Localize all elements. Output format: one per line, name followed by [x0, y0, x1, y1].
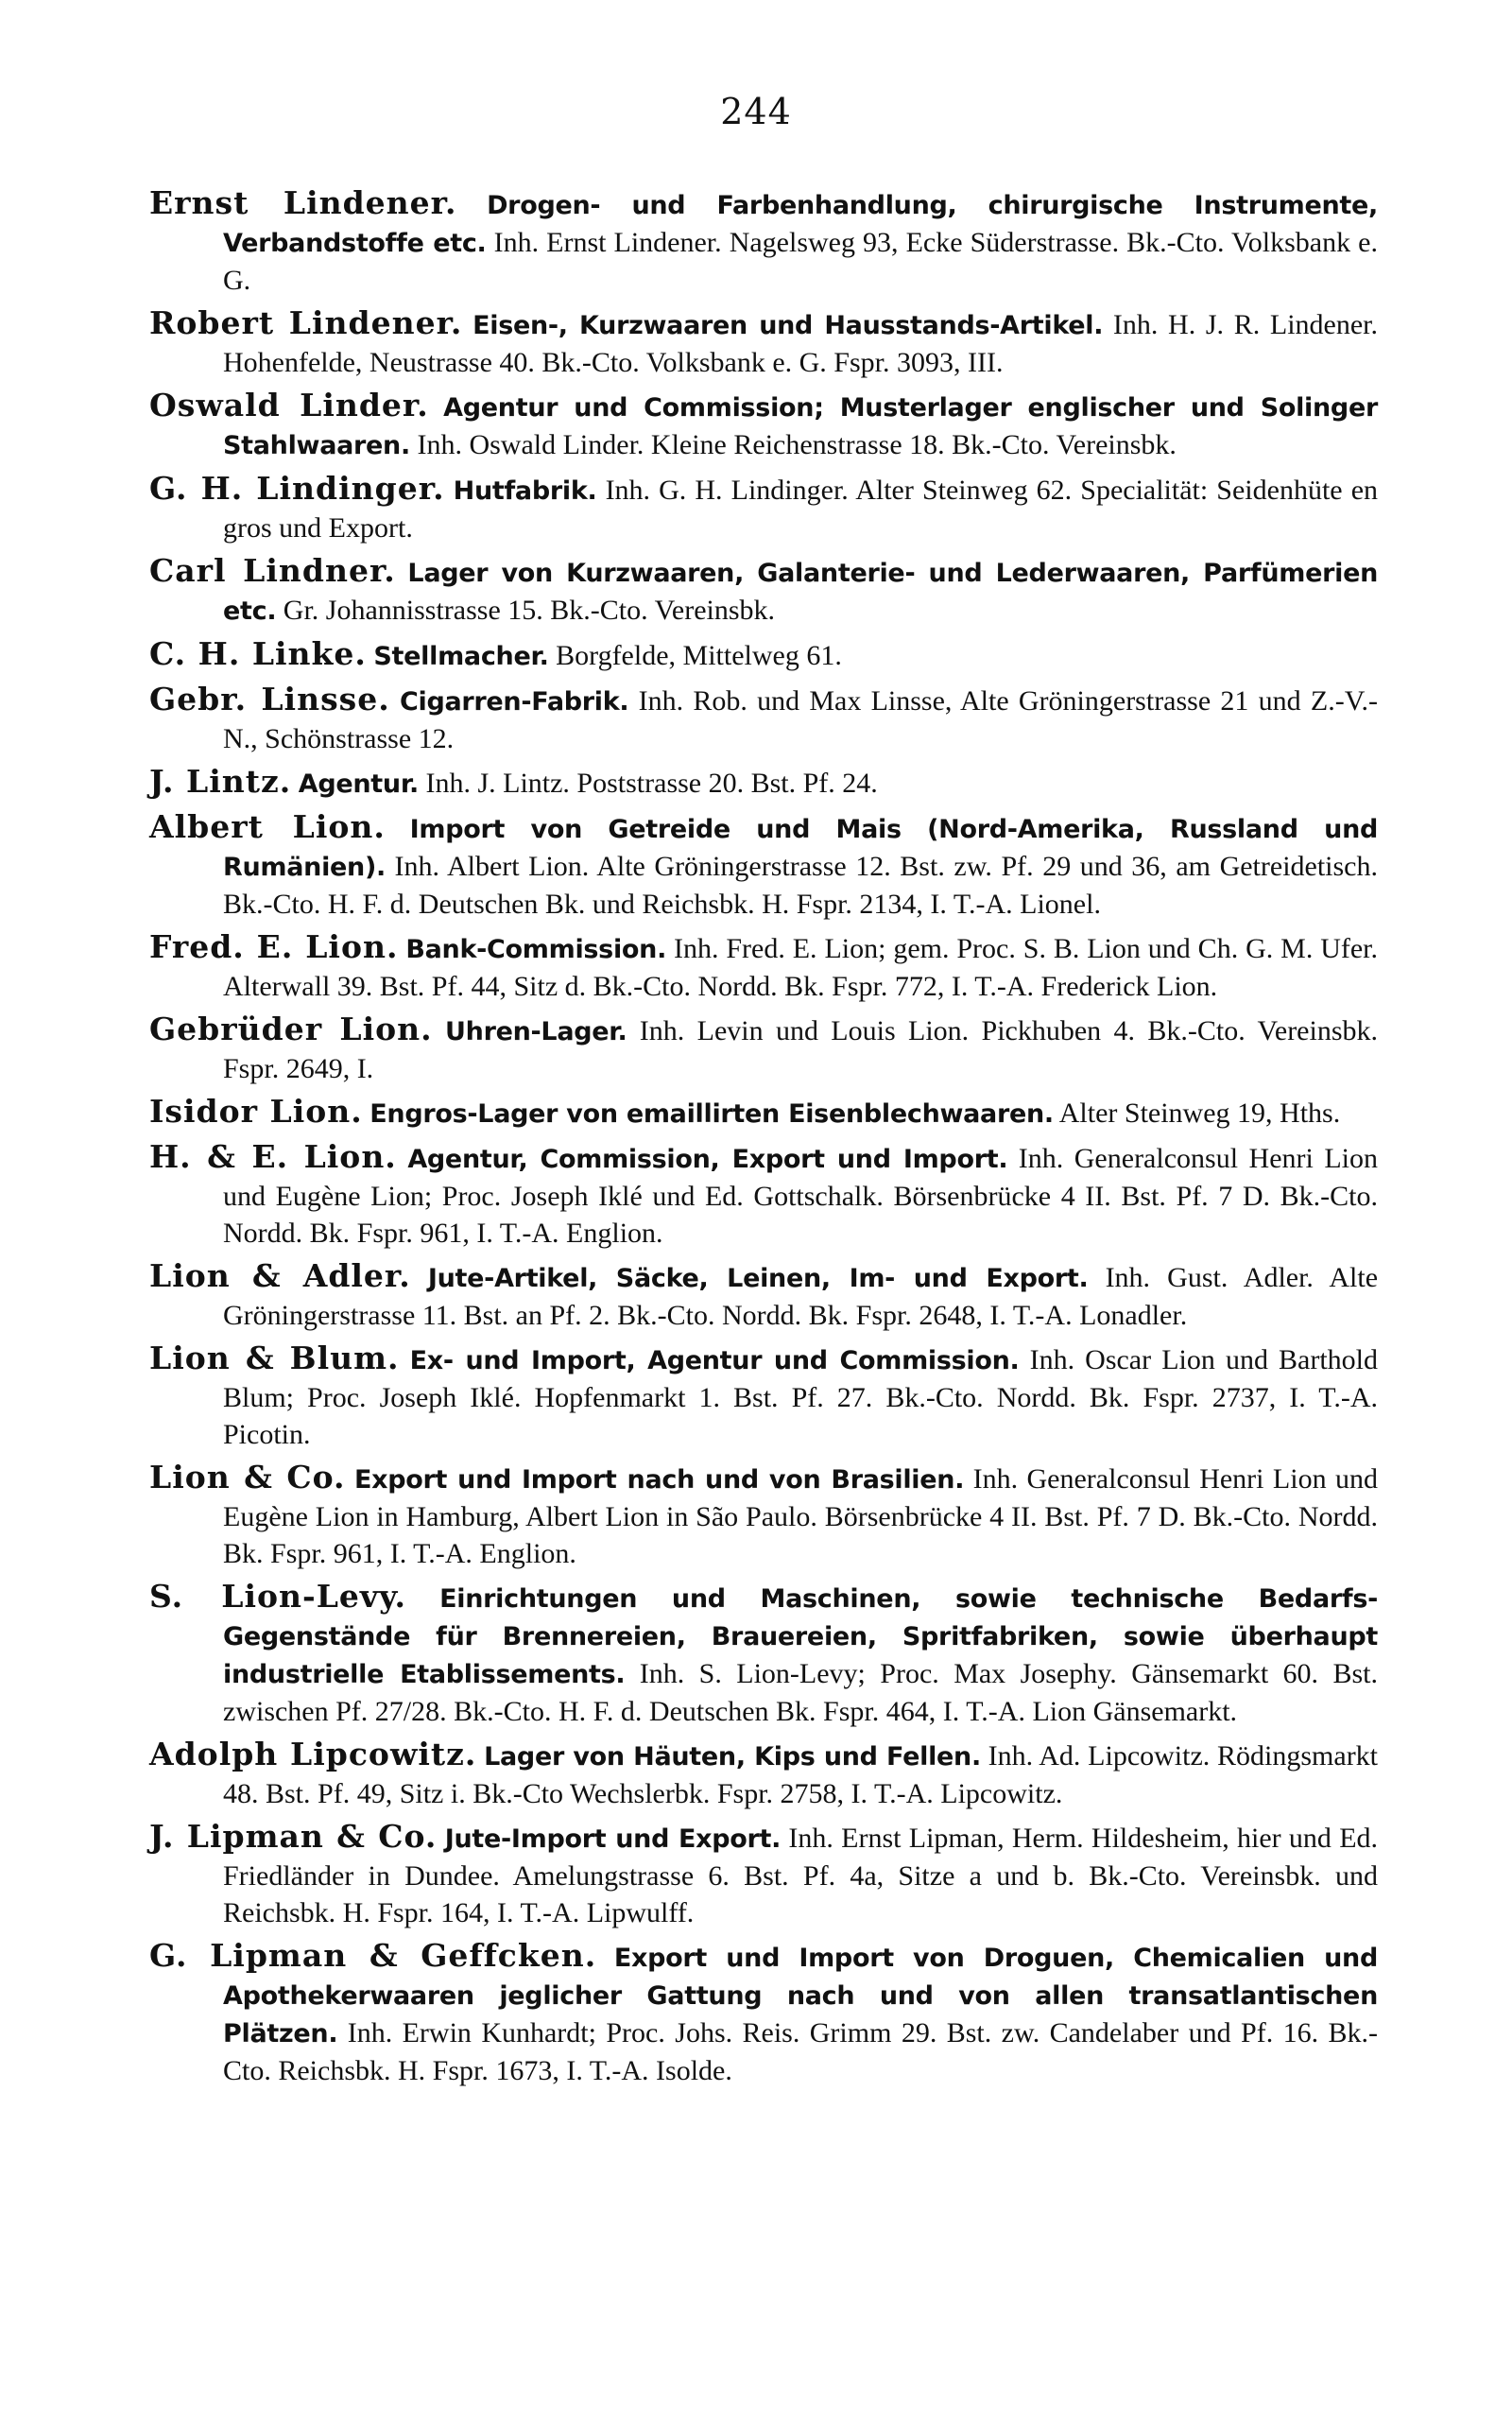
directory-entry — [149, 1257, 1378, 1334]
business-description: Export und Import nach und von Brasilien. — [353, 1465, 965, 1495]
firm-name: Carl Lindner. — [149, 552, 396, 589]
directory-entry — [149, 184, 1378, 299]
directory-entry — [149, 552, 1378, 630]
directory-entry — [149, 1578, 1378, 1730]
firm-details: Inh. Oswald Linder. Kleine Reichenstrasse 18. Bk.-Cto. Vereinsbk. — [417, 429, 1177, 460]
firm-details: Inh. J. Lintz. Poststrasse 20. Bst. Pf. 24. — [425, 768, 878, 799]
firm-name: Adolph Lipcowitz. — [149, 1736, 477, 1772]
firm-details: Borgfelde, Mittelweg 61. — [556, 640, 842, 671]
directory-entry — [149, 387, 1378, 464]
firm-details: Inh. Levin und Louis Lion. Pickhuben 4. Bk.-Cto. Vereinsbk. Fspr. 2649, I. — [223, 1015, 1379, 1084]
firm-name: Oswald Linder. — [149, 387, 429, 424]
firm-details: Inh. Albert Lion. Alte Gröningerstrasse 12. Bst. zw. Pf. 29 und 36, am Getreidetisch. Bk.-Cto. H. F. d. Deutschen Bk. und Reichsbk. H. Fspr. 2134, I. T.-A. Lionel. — [223, 851, 1379, 920]
firm-name: H. & E. Lion. — [149, 1138, 397, 1175]
firm-details: Inh. G. H. Lindinger. Alter Steinweg 62. Specialität: Seidenhüte en gros und Export. — [223, 475, 1379, 544]
firm-name: C. H. Linke. — [149, 635, 367, 672]
firm-details: Inh. Ad. Lipcowitz. Rödingsmarkt 48. Bst. Pf. 49, Sitz i. Bk.-Cto Wechslerbk. Fspr. 2758, I. T.-A. Lipcowitz. — [223, 1740, 1379, 1809]
directory-entry — [149, 304, 1378, 381]
business-description: Ex- und Import, Agentur und Commission. — [409, 1346, 1020, 1375]
firm-name: G. H. Lindinger. — [149, 470, 445, 507]
directory-entry — [149, 1340, 1378, 1453]
firm-details: Inh. Ernst Lindener. Nagelsweg 93, Ecke Süderstrasse. Bk.-Cto. Volksbank e. G. — [223, 227, 1378, 296]
firm-details: Inh. Fred. E. Lion; gem. Proc. S. B. Lion und Ch. G. M. Ufer. Alterwall 39. Bst. Pf. 44, Sitz d. Bk.-Cto. Nordd. Bk. Fspr. 772, I. T.-A. Frederick Lion. — [223, 933, 1379, 1002]
firm-name: Albert Lion. — [149, 808, 386, 845]
directory-entry — [149, 1093, 1378, 1132]
directory-entry — [149, 635, 1378, 675]
firm-details: Inh. Oscar Lion und Barthold Blum; Proc. Joseph Iklé. Hopfenmarkt 1. Bst. Pf. 27. Bk.-Cto. Nordd. Bk. Fspr. 2737, I. T.-A. Picotin. — [223, 1344, 1379, 1450]
page-number: 244 — [720, 91, 792, 132]
business-description: Hutfabrik. — [453, 476, 597, 506]
directory-entry — [149, 1937, 1378, 2089]
firm-details: Inh. Gust. Adler. Alte Gröningerstrasse 11. Bst. an Pf. 2. Bk.-Cto. Nordd. Bk. Fspr. 2648, I. T.-A. Lonadler. — [223, 1262, 1379, 1331]
firm-details: Inh. H. J. R. Lindener. Hohenfelde, Neustrasse 40. Bk.-Cto. Volksbank e. G. Fspr. 3093, III. — [223, 309, 1379, 378]
firm-details: Inh. Generalconsul Henri Lion und Eugène Lion in Hamburg, Albert Lion in São Paulo. Börsenbrücke 4 II. Bst. Pf. 7 D. Bk.-Cto. Nordd. Bk. Fspr. 961, I. T.-A. Englion. — [223, 1463, 1378, 1569]
business-description: Export und Import von Droguen, Chemicalien und Apothekerwaaren jeglicher Gattung nach und von allen transatlantischen Plätzen. — [223, 1944, 1378, 2048]
firm-details: Gr. Johannisstrasse 15. Bk.-Cto. Vereinsbk. — [283, 595, 776, 626]
directory-entry — [149, 1138, 1378, 1252]
firm-name: G. Lipman & Geffcken. — [149, 1937, 597, 1974]
business-description: Import von Getreide und Mais (Nord-Amerika, Russland und Rumänien). — [223, 815, 1379, 882]
business-description: Eisen-, Kurzwaaren und Hausstands-Artikel. — [472, 311, 1104, 340]
business-description: Uhren-Lager. — [445, 1017, 627, 1046]
firm-name: Fred. E. Lion. — [149, 928, 399, 965]
business-description: Jute-Artikel, Säcke, Leinen, Im- und Export. — [427, 1264, 1089, 1293]
business-description: Drogen- und Farbenhandlung, chirurgische Instrumente, Verbandstoffe etc. — [223, 191, 1379, 258]
directory-entry — [149, 1818, 1378, 1931]
firm-name: S. Lion-Levy. — [149, 1578, 406, 1615]
business-description: Agentur und Commission; Musterlager englischer und Solinger Stahlwaaren. — [223, 393, 1378, 460]
directory-entry — [149, 808, 1378, 923]
firm-details: Inh. Erwin Kunhardt; Proc. Johs. Reis. Grimm 29. Bst. zw. Candelaber und Pf. 16. Bk.-Cto. Reichsbk. H. Fspr. 1673, I. T.-A. Isolde. — [223, 2017, 1379, 2086]
directory-entries — [149, 184, 1378, 2095]
directory-entry — [149, 1011, 1378, 1087]
firm-details: Alter Steinweg 19, Hths. — [1058, 1098, 1341, 1129]
firm-name: Gebr. Linsse. — [149, 681, 390, 717]
firm-name: Lion & Blum. — [149, 1340, 400, 1376]
firm-name: Ernst Lindener. — [149, 184, 457, 221]
firm-name: Robert Lindener. — [149, 304, 463, 341]
business-description: Jute-Import und Export. — [444, 1824, 782, 1854]
directory-entry — [149, 1459, 1378, 1572]
directory-entry — [149, 470, 1378, 546]
firm-details: Inh. S. Lion-Levy; Proc. Max Josephy. Gänsemarkt 60. Bst. zwischen Pf. 27/28. Bk.-Cto. H. F. d. Deutschen Bk. Fspr. 464, I. T.-A. Lion Gänsemarkt. — [223, 1658, 1378, 1727]
directory-entry — [149, 681, 1378, 757]
business-description: Agentur. — [298, 769, 419, 799]
directory-entry — [149, 928, 1378, 1005]
firm-name: Lion & Adler. — [149, 1257, 411, 1294]
firm-name: Gebrüder Lion. — [149, 1011, 433, 1047]
firm-details: Inh. Rob. und Max Linsse, Alte Gröningerstrasse 21 und Z.-V.-N., Schönstrasse 12. — [223, 685, 1379, 754]
business-description: Lager von Kurzwaaren, Galanterie- und Lederwaaren, Parfümerien etc. — [223, 559, 1379, 626]
firm-name: Isidor Lion. — [149, 1093, 363, 1130]
business-description: Agentur, Commission, Export und Import. — [407, 1145, 1008, 1174]
firm-name: Lion & Co. — [149, 1459, 346, 1495]
business-description: Cigarren-Fabrik. — [399, 687, 629, 717]
firm-name: J. Lintz. — [149, 763, 292, 800]
directory-entry — [149, 763, 1378, 803]
business-description: Engros-Lager von emaillirten Eisenblechwaaren. — [369, 1099, 1054, 1129]
firm-details: Inh. Generalconsul Henri Lion und Eugène Lion; Proc. Joseph Iklé und Ed. Gottschalk. Börsenbrücke 4 II. Bst. Pf. 7 D. Bk.-Cto. Nordd. Bk. Fspr. 961, I. T.-A. Englion. — [223, 1143, 1378, 1249]
directory-entry — [149, 1736, 1378, 1812]
business-description: Lager von Häuten, Kips und Fellen. — [484, 1742, 981, 1772]
firm-details: Inh. Ernst Lipman, Herm. Hildesheim, hier und Ed. Friedländer in Dundee. Amelungstrasse 6. Bst. Pf. 4a, Sitze a und b. Bk.-Cto. Vereinsbk. und Reichsbk. H. Fspr. 164, I. T.-A. Lipwulff. — [223, 1823, 1379, 1928]
business-description: Einrichtungen und Maschinen, sowie technische Bedarfs-Gegenstände für Brennereien, Brauereien, Spritfabriken, sowie überhaupt industrielle Etablissements. — [223, 1584, 1379, 1689]
business-description: Stellmacher. — [373, 642, 549, 671]
firm-name: J. Lipman & Co. — [149, 1818, 438, 1855]
business-description: Bank-Commission. — [405, 935, 667, 964]
